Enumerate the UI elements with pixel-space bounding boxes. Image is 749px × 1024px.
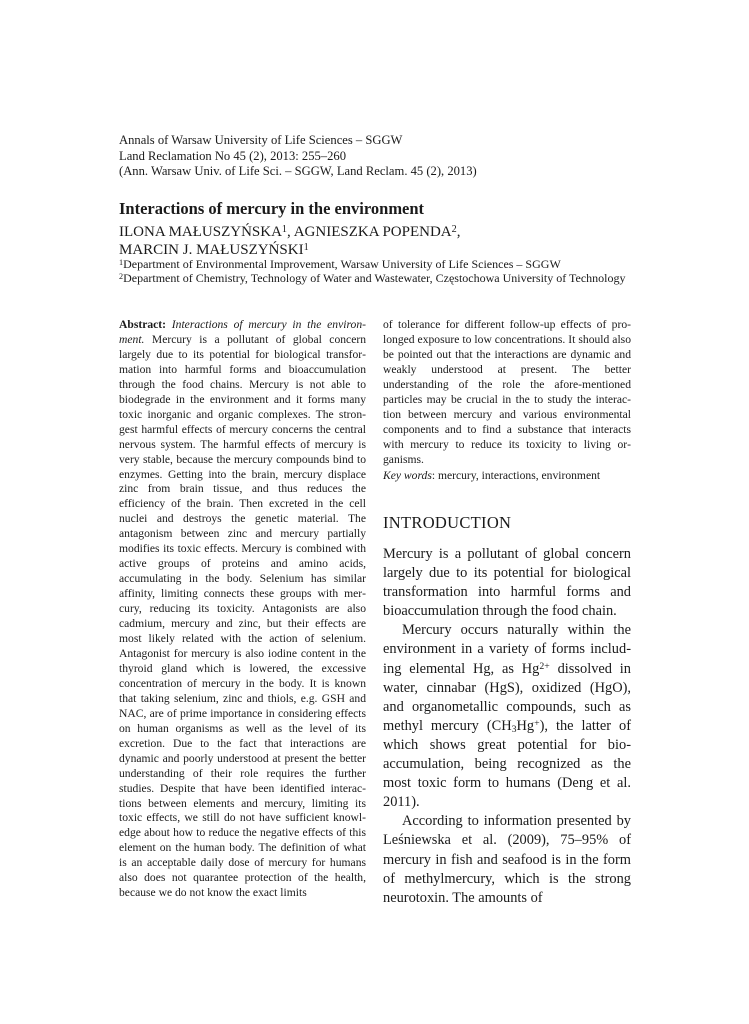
intro-paragraph-2 [383,621,631,812]
intro-p2-part-a: Mercury occurs naturally within the environment in a variety of forms including elemental Hg, as Hg [383,622,631,677]
article-title: Interactions of mercury in the environment [119,199,425,218]
abstract-paragraph [119,318,366,901]
keywords-text: : mercury, interactions, environment [431,469,601,482]
affiliation-2 [119,271,639,285]
methylmercury-charge-sup: + [534,718,540,730]
hg-charge-sup: 2+ [539,661,550,673]
keywords-label: Key words [383,469,432,482]
author-separator: , [287,224,294,240]
keywords [383,468,631,483]
affiliations [119,257,639,285]
abstract-column [119,318,366,901]
intro-p2-part-c: Hg [516,717,535,734]
author-3: MARCIN J. MAŁUSZYŃSKI [119,241,304,258]
intro-paragraph-1: Mercury is a pollutant of global concern largely due to its potential for biological transformation into harmful forms and bioaccumulation through the food chain. [383,546,631,620]
introduction-heading: INTRODUCTION [383,513,512,532]
author-line-1 [119,224,639,242]
introduction-body [383,545,631,908]
journal-name: Annals of Warsaw University of Life Sciences – SGGW [119,133,403,147]
intro-p2-part-b: dissolved in water, cinnabar (HgS), oxidized (HgO), and organometallic compounds, such as methyl mercury (CH [383,660,631,734]
affiliation-2-mark: 2 [119,272,124,282]
affiliation-2-text: Department of Chemistry, Technology of Water and Wastewater, Częstochowa University of Technology [123,271,626,286]
affiliation-1-mark: 1 [119,258,124,268]
abstract-continuation-column [383,318,631,468]
affiliation-1-text: Department of Environmental Improvement, Warsaw University of Life Sciences – SGGW [123,257,561,271]
ch3-subscript: 3 [511,724,517,736]
intro-p2-part-d: ), the latter of which shows great potential for bioaccumulation, being recognized as the most toxic form to humans (Deng et al. 2011). [383,717,632,811]
author-1: ILONA MAŁUSZYŃSKA [119,224,282,240]
author-3-affil: 1 [303,241,309,253]
abstract-continuation: of tolerance for different follow-up effects of prolonged exposure to low concentrations. It should also be pointed out that the interactions are dynamic and weakly understood at present. The better understanding of the role the afore-mentioned particles may be crucial in the to study the interaction between mercury and various environmental components and to find a substance that interacts with mercury to reduce its toxicity to living organisms. [383,318,631,466]
author-trail: , [456,224,461,240]
author-2-affil: 2 [451,224,457,236]
intro-paragraph-3: According to information presented by Leśniewska et al. (2009), 75–95% of mercury in fish and seafood is in the form of methylmercury, which is the strong neurotoxin. The amounts of [383,813,631,906]
affiliation-1 [119,257,639,271]
journal-citation: (Ann. Warsaw Univ. of Life Sci. – SGGW, Land Reclam. 45 (2), 2013) [119,164,477,179]
abstract-body: Mercury is a pollutant of global concern largely due to its potential for biological transformation into harmful forms and bioaccumulation through the food chains. Mercury is not able to biodegrade in the environment and it forms many toxic inorganic and organic complexes. The strongest harmful effects of mercury concerns the central nervous system. The harmful effects of mercury is very stable, because the mercury compounds bind to enzymes. Getting into the brain, mercury displace zinc from brain tissue, and thus reduces the efficiency of the brain. Then excreted in the cell nuclei and destroys the genetic material. The antagonism between zinc and mercury partially modifies its toxic effects. Mercury is combined with active groups of proteins and amino acids, accumulating in the body. Selenium has similar affinity, limiting connects these groups with mercury, reducing its toxicity. Antagonists are also cadmium, mercury and zinc, but their effects are most likely related with the action of selenium. Antagonist for mercury is also iodine content in the thyroid gland which is lowered, the excessive concentration of mercury in the body. It is known that taking selenium, zinc and thiols, e.g. GSH and NAC, are of prime importance in considering effects on human organisms as well as the level of its excretion. Due to the fact that interactions are dynamic and poorly understood at present the better understanding of their role requires the further studies. Despite that have been identified interactions between elements and mercury, limiting its toxic effects, we still do not have sufficient knowledge about how to reduce the negative effects of this element on the human body. The definition of what is an acceptable daily dose of mercury for humans also does not quarantee protection of the health, because we do not know the exact limits [119,332,366,900]
abstract-title: Interactions of mercury in the environment. [119,318,366,346]
author-list [119,224,639,259]
abstract-label: Abstract: [119,318,167,331]
journal-issue: Land Reclamation No 45 (2), 2013: 255–260 [119,148,346,163]
journal-header [119,133,639,180]
author-2: AGNIESZKA POPENDA [293,224,452,240]
author-1-affil: 1 [281,224,288,236]
